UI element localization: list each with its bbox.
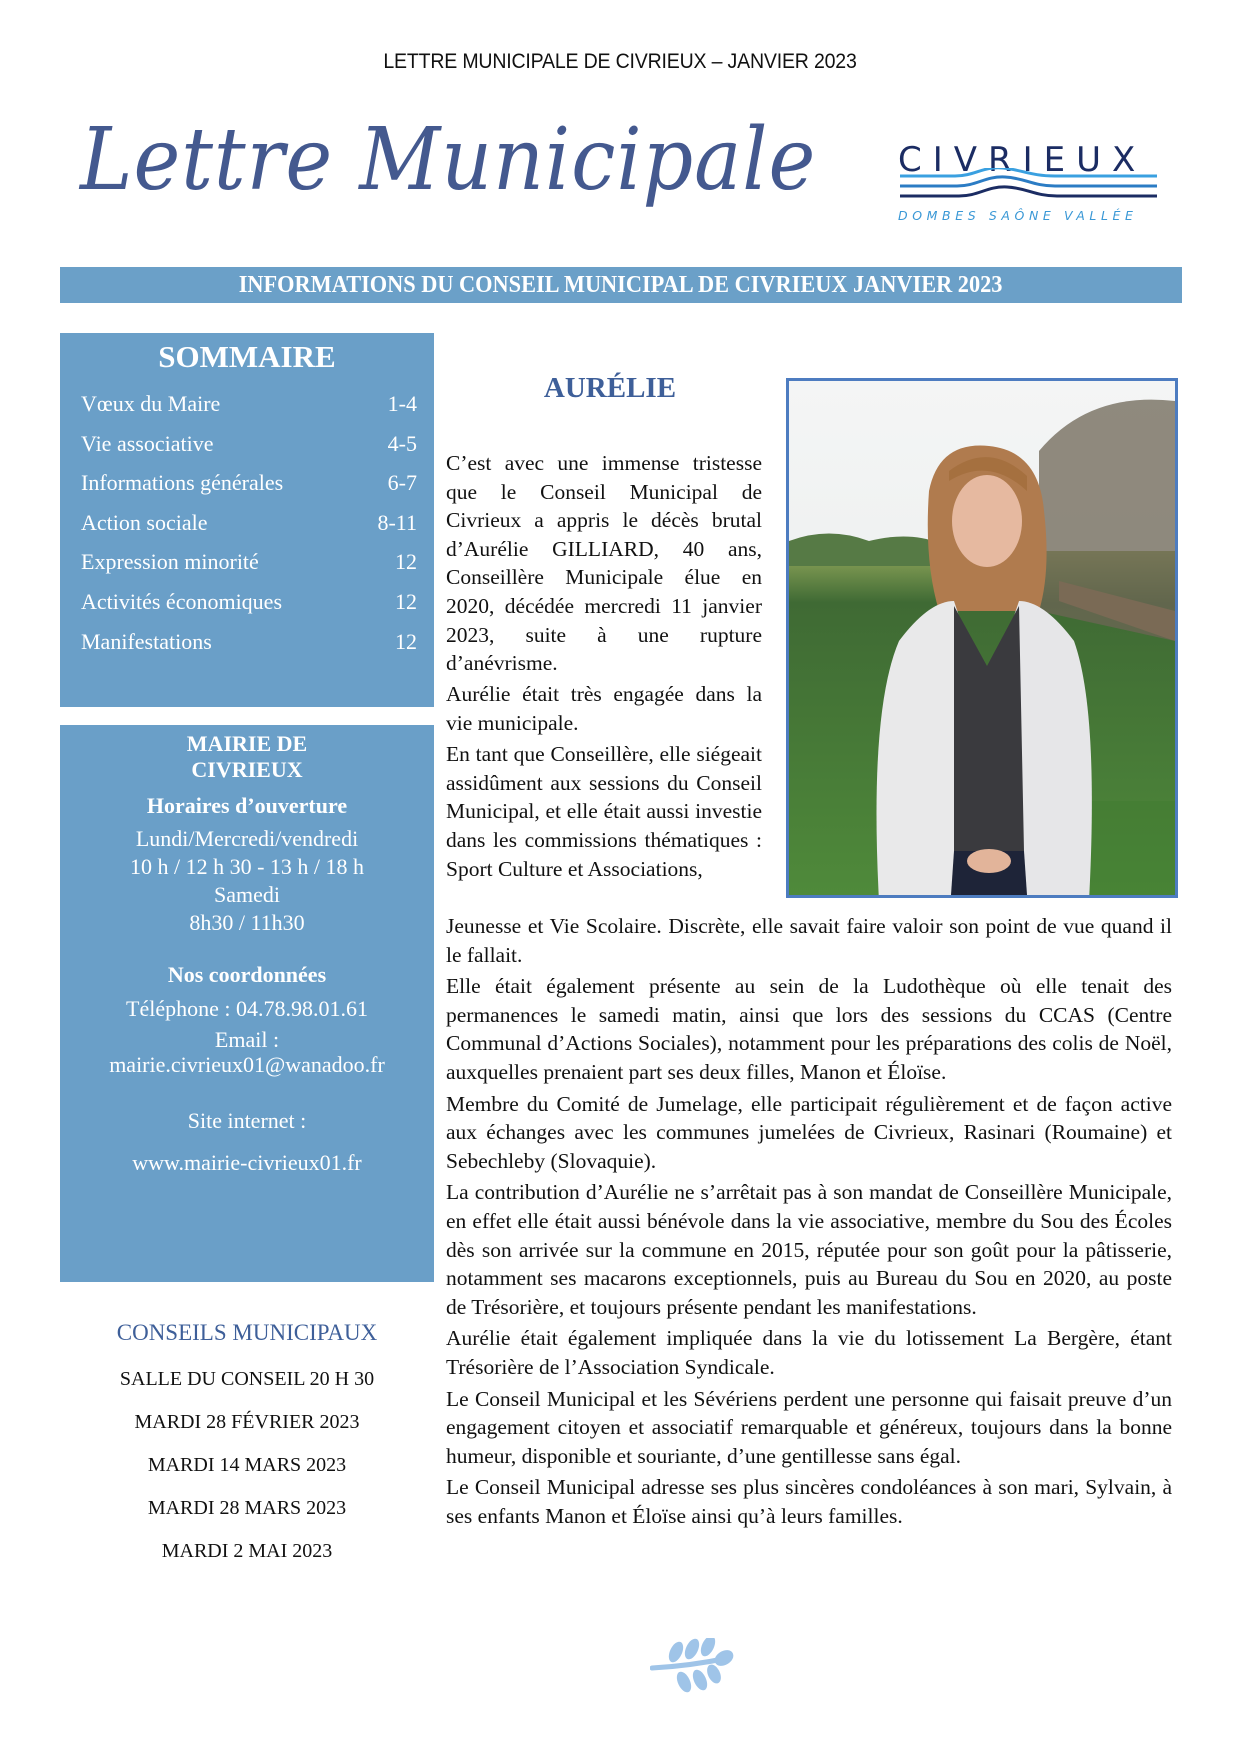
logo-tagline: DOMBES SAÔNE VALLÉE [898,208,1138,223]
article-paragraph: En tant que Conseillère, elle siégeait assidûment aux sessions du Conseil Municipal, et elle était aussi investie dans les commissions thématiques : Sport Culture et Associations, [446,742,762,881]
toc-item[interactable] [81,549,421,589]
toc-pages: 8-11 [377,509,417,535]
article-paragraph: Jeunesse et Vie Scolaire. Discrète, elle savait faire valoir son point de vue quand il le fallait. [446,914,1172,967]
mairie-title-line1: MAIRIE DE [186,731,308,756]
saturday-label: Samedi [214,882,280,907]
sommaire-box [60,333,434,707]
site-link[interactable]: www.mairie-civrieux01.fr [132,1150,362,1175]
portrait-photo [786,378,1178,898]
article-paragraph: C’est avec une immense tristesse que le Conseil Municipal de Civrieux a appris le décès brutal d’Aurélie GILLIARD, 40 ans, Conseillère Municipale élue en 2020, décédée mercredi 11 janvier 2023, suite à une rupture d’anévrisme. [446,451,762,676]
toc-item[interactable] [81,470,421,510]
article-body-wide [446,912,1172,1533]
conseils-title: CONSEILS MUNICIPAUX [116,1320,378,1345]
toc-pages: 1-4 [387,391,417,416]
article-paragraph: La contribution d’Aurélie ne s’arrêtait pas à son mandat de Conseillère Municipale, en effet elle était aussi bénévole dans la vie associative, membre du Sou des Écoles dès son arrivée sur la commune en 2015, réputée pour son goût pour la pâtisserie, notamment ses macarons exceptionnels, puis au Bureau du Sou en 2020, au poste de Trésorière, et toujours présente pendant les manifestations. [446,1180,1172,1319]
conseil-row: MARDI 14 MARS 2023 [147,1454,347,1476]
toc-label: Vie associative [81,430,214,456]
conseil-row: MARDI 28 MARS 2023 [147,1497,347,1519]
portrait-image [789,381,1175,895]
toc-label: Activités économiques [81,588,283,614]
toc-label: Expression minorité [81,549,259,575]
article-paragraph: Aurélie était également impliquée dans la vie du lotissement La Bergère, étant Trésorière de l’Association Syndicale. [446,1326,1172,1379]
toc-pages: 12 [395,549,417,575]
masthead-title: Lettre Municipale [80,110,817,210]
contact-heading: Nos coordonnées [167,962,327,987]
article-paragraph: Aurélie était très engagée dans la vie municipale. [446,682,762,735]
laurel-branch-icon [650,1638,734,1698]
article-paragraph: Membre du Comité de Jumelage, elle participait régulièrement et de façon active aux échanges avec les communes jumelées de Civrieux, Rasinari (Roumaine) et Sebechleby (Slovaquie). [446,1091,1172,1173]
article-paragraph: Elle était également présente au sein de la Ludothèque où elle tenait des permanences le samedi matin, ainsi que lors des sessions du CCAS (Centre Communal d’Actions Sociales), notamment pour les préparations des colis de Noël, auxquelles prenaient part ses deux filles, Manon et Éloïse. [446,974,1172,1084]
logo-name: CIVRIEUX [898,140,1147,180]
banner [60,267,1182,303]
hours-times: 10 h / 12 h 30 - 13 h / 18 h [129,854,365,879]
mairie-title-line2: CIVRIEUX [191,757,303,782]
site-label: Site internet : [187,1108,307,1133]
mairie-info-box [60,725,434,1282]
toc-item[interactable] [81,629,421,669]
hours-heading: Horaires d’ouverture [146,793,348,818]
toc-pages: 6-7 [387,470,417,496]
toc-label: Action sociale [81,509,208,535]
toc-item[interactable] [81,589,421,629]
toc-pages: 4-5 [387,430,417,456]
conseils-section [60,1318,434,1573]
article-paragraph: Le Conseil Municipal et les Sévériens perdent une personne qui faisait preuve d’un engagement citoyen et associatif remarquable et généreux, toujours dans la bonne humeur, disponible et souriante, d’une gentillesse sans égal. [446,1386,1172,1468]
toc-item[interactable] [81,431,421,471]
conseil-row: MARDI 28 FÉVRIER 2023 [134,1411,360,1433]
toc-item[interactable] [81,391,421,431]
running-header: LETTRE MUNICIPALE DE CIVRIEUX – JANVIER 2023 [383,50,857,73]
phone[interactable]: Téléphone : 04.78.98.01.61 [126,996,368,1021]
email-link[interactable]: mairie.civrieux01@wanadoo.fr [109,1052,385,1077]
conseil-row: SALLE DU CONSEIL 20 H 30 [119,1368,375,1390]
toc-list [81,391,421,668]
toc-label: Manifestations [81,628,212,654]
toc-pages: 12 [395,628,417,654]
toc-item[interactable] [81,510,421,550]
hours-days: Lundi/Mercredi/vendredi [135,826,359,851]
banner-text: INFORMATIONS DU CONSEIL MUNICIPAL DE CIVRIEUX JANVIER 2023 [239,272,1003,298]
sommaire-title: SOMMAIRE [158,339,336,374]
conseil-row: MARDI 2 MAI 2023 [161,1540,333,1562]
toc-label: Vœux du Maire [81,391,221,416]
email-label: Email : [214,1027,280,1052]
saturday-times: 8h30 / 11h30 [189,910,305,935]
toc-label: Informations générales [81,470,284,496]
civrieux-logo [895,140,1165,230]
article-title: AURÉLIE [543,372,677,404]
toc-pages: 12 [395,588,417,614]
article-paragraph: Le Conseil Municipal adresse ses plus sincères condoléances à son mari, Sylvain, à ses enfants Manon et Éloïse ainsi qu’à leurs familles. [446,1475,1172,1528]
article-body-narrow [446,449,762,886]
waves-logo-icon [895,168,1165,204]
